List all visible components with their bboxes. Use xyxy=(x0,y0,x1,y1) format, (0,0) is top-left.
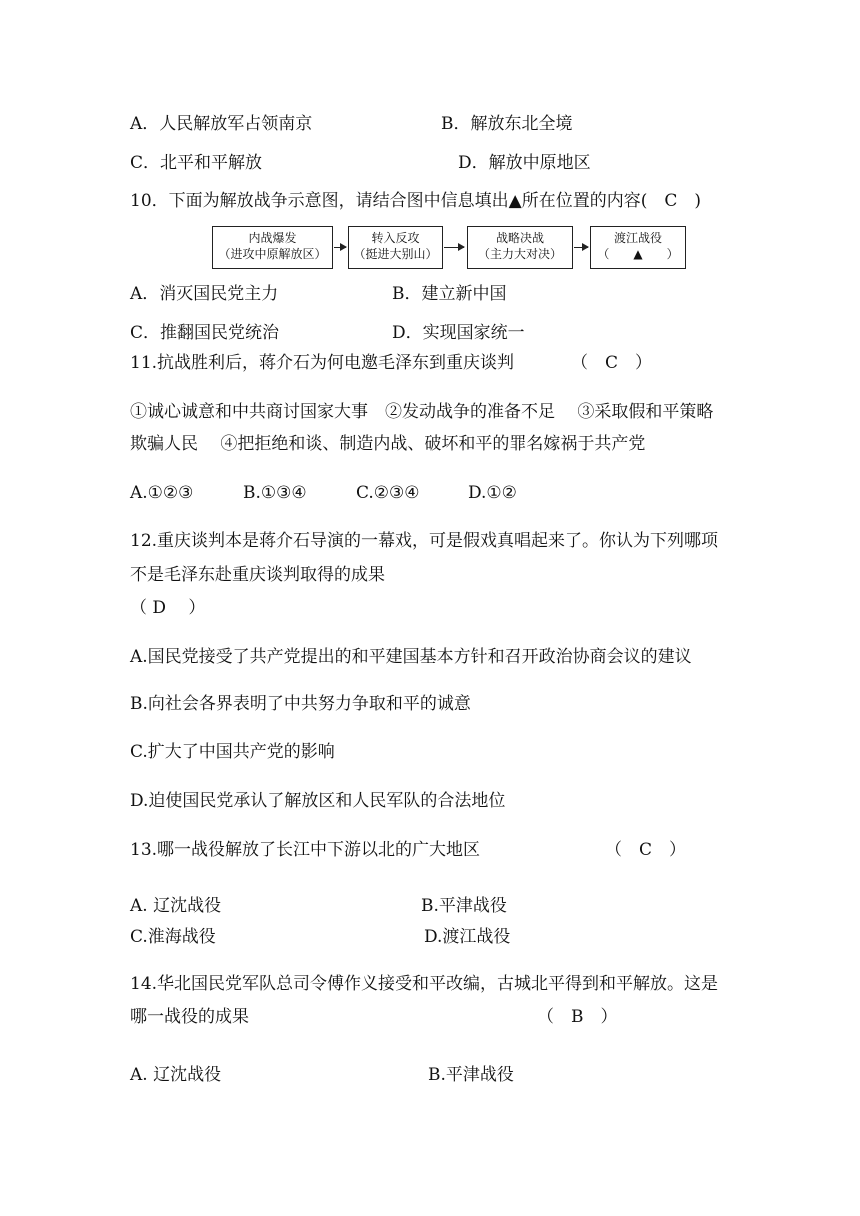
q9-option-c: C．北平和平解放 xyxy=(130,153,263,173)
q12-stem-line2: 不是毛泽东赴重庆谈判取得的成果 xyxy=(130,565,385,585)
q11-option-b: B.①③④ xyxy=(243,483,307,503)
flow-box-civil-war xyxy=(212,226,333,269)
q12-option-c: C.扩大了中国共产党的影响 xyxy=(130,742,335,762)
flow-box-title: 内战爆发 xyxy=(248,231,297,245)
q14-option-a: A. 辽沈战役 xyxy=(130,1065,222,1085)
q11-option-c: C.②③④ xyxy=(356,483,420,503)
q12-option-b: B.向社会各界表明了中共努力争取和平的诚意 xyxy=(130,694,471,714)
q10-stem: 10．下面为解放战争示意图，请结合图中信息填出▲所在位置的内容( C ) xyxy=(130,191,701,211)
flow-box-sub: （挺进大别山） xyxy=(353,247,438,261)
q13-option-a: A. 辽沈战役 xyxy=(130,896,222,916)
q12-stem-line1: 12.重庆谈判本是蒋介石导演的一幕戏，可是假戏真唱起来了。你认为下列哪项 xyxy=(130,531,719,551)
q9-option-d: D．解放中原地区 xyxy=(458,153,591,173)
q12-option-a: A.国民党接受了共产党提出的和平建国基本方针和召开政治协商会议的建议 xyxy=(130,647,692,667)
q10-option-a: A．消灭国民党主力 xyxy=(130,284,279,304)
q13-option-c: C.淮海战役 xyxy=(130,927,216,947)
q14-answer: （ B ） xyxy=(537,1007,618,1027)
q11-items-line1: ①诚心诚意和中共商讨国家大事 ②发动战争的准备不足 ③采取假和平策略 xyxy=(130,402,714,422)
flow-box-counteroffensive xyxy=(348,226,443,269)
flow-box-title: 渡江战役 xyxy=(613,231,662,245)
q13-answer: （ C ） xyxy=(605,840,687,860)
flow-arrow xyxy=(444,247,464,248)
flow-box-sub: （进攻中原解放区） xyxy=(218,247,327,261)
q10-option-b: B．建立新中国 xyxy=(392,284,507,304)
q11-option-a: A.①②③ xyxy=(130,483,194,503)
q12-answer: （ D ） xyxy=(130,598,206,618)
q11-option-d: D.①② xyxy=(468,483,517,503)
q11-answer: （ C ） xyxy=(571,353,653,373)
flow-box-sub: （主力大对决） xyxy=(477,247,562,261)
flow-box-sub: （ ▲ ） xyxy=(597,247,679,261)
flow-arrow xyxy=(334,247,346,248)
flow-box-yangtze-crossing xyxy=(590,226,686,269)
q12-option-d: D.迫使国民党承认了解放区和人民军队的合法地位 xyxy=(130,791,506,811)
q9-option-b: B．解放东北全境 xyxy=(441,114,573,134)
q13-stem: 13.哪一战役解放了长江中下游以北的广大地区 xyxy=(130,840,481,860)
flow-box-title: 转入反攻 xyxy=(371,231,420,245)
q14-stem-line1: 14.华北国民党军队总司令傅作义接受和平改编，古城北平得到和平解放。这是 xyxy=(130,974,719,994)
q14-stem-line2: 哪一战役的成果 xyxy=(130,1007,249,1027)
q10-option-d: D．实现国家统一 xyxy=(392,323,525,343)
q13-option-d: D.渡江战役 xyxy=(424,927,511,947)
q14-option-b: B.平津战役 xyxy=(428,1065,514,1085)
flow-box-title: 战略决战 xyxy=(495,231,544,245)
flow-box-decisive-battle xyxy=(467,226,573,269)
q11-stem: 11.抗战胜利后，蒋介石为何电邀毛泽东到重庆谈判 xyxy=(130,353,515,373)
q13-option-b: B.平津战役 xyxy=(421,896,507,916)
q10-option-c: C．推翻国民党统治 xyxy=(130,323,280,343)
q9-option-a: A．人民解放军占领南京 xyxy=(130,114,313,134)
q11-items-line2: 欺骗人民 ④把拒绝和谈、制造内战、破坏和平的罪名嫁祸于共产党 xyxy=(130,434,646,454)
flow-arrow xyxy=(574,247,588,248)
